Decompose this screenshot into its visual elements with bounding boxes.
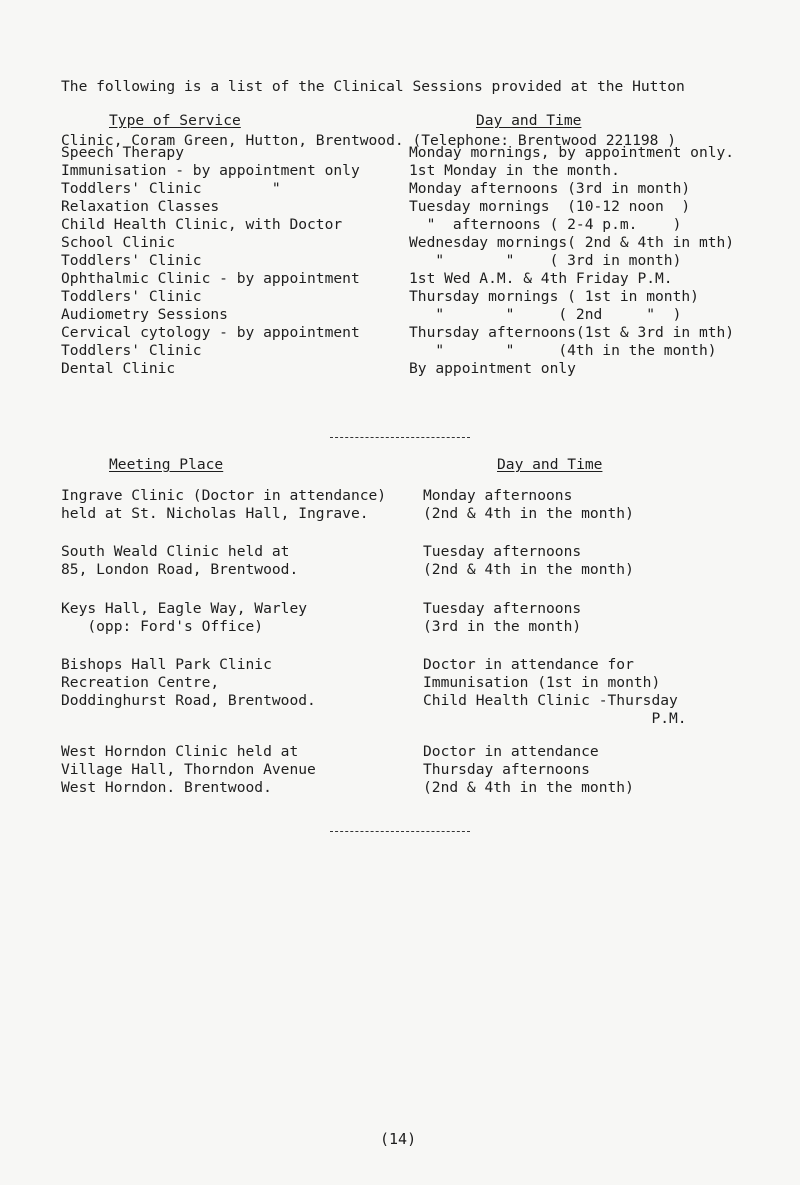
place-line: West Horndon Clinic held at — [61, 743, 299, 760]
type-of-service-heading: Type of Service — [109, 112, 241, 129]
meeting-place — [61, 600, 307, 636]
meeting-time — [423, 656, 687, 728]
time-item: Tuesday mornings (10-12 noon ) — [409, 198, 691, 215]
service-item: Toddlers' Clinic — [61, 252, 202, 269]
place-line: Bishops Hall Park Clinic — [61, 656, 272, 673]
place-line: West Horndon. Brentwood. — [61, 779, 272, 796]
time-item: Thursday mornings ( 1st in month) — [409, 288, 699, 305]
place-line: South Weald Clinic held at — [61, 543, 290, 560]
service-item: Relaxation Classes — [61, 198, 220, 215]
intro-line-2: Clinic, Coram Green, Hutton, Brentwood. (Telephone: Brentwood 221198 ) — [61, 132, 677, 149]
meeting-place — [61, 543, 298, 579]
service-item: Immunisation - by appointment only — [61, 162, 360, 179]
time-item: " afternoons ( 2-4 p.m. ) — [409, 216, 682, 233]
time-line: (3rd in the month) — [423, 618, 582, 635]
service-item: Cervical cytology - by appointment — [61, 324, 360, 341]
time-line: P.M. — [423, 710, 687, 727]
time-item: 1st Monday in the month. — [409, 162, 620, 179]
time-item: 1st Wed A.M. & 4th Friday P.M. — [409, 270, 673, 287]
service-item: Child Health Clinic, with Doctor — [61, 216, 343, 233]
time-item: " " (4th in the month) — [409, 342, 717, 359]
time-line: Monday afternoons — [423, 487, 573, 504]
services-list — [61, 144, 360, 378]
meeting-place — [61, 487, 386, 523]
place-line: (opp: Ford's Office) — [61, 618, 264, 635]
time-item: By appointment only — [409, 360, 576, 377]
service-item: Ophthalmic Clinic - by appointment — [61, 270, 360, 287]
day-and-time-heading: Day and Time — [476, 112, 582, 129]
place-line: Ingrave Clinic (Doctor in attendance) — [61, 487, 387, 504]
time-line: Doctor in attendance — [423, 743, 599, 760]
time-line: Thursday afternoons — [423, 761, 590, 778]
page-number: (14) — [380, 1130, 417, 1148]
place-line: Recreation Centre, — [61, 674, 220, 691]
place-line: Village Hall, Thorndon Avenue — [61, 761, 316, 778]
meeting-time — [423, 487, 634, 523]
meeting-place — [61, 656, 316, 710]
place-line: Doddinghurst Road, Brentwood. — [61, 692, 316, 709]
service-item: Dental Clinic — [61, 360, 176, 377]
time-line: (2nd & 4th in the month) — [423, 779, 634, 796]
section-divider — [330, 437, 470, 438]
place-line: held at St. Nicholas Hall, Ingrave. — [61, 505, 369, 522]
service-item: Toddlers' Clinic " — [61, 180, 281, 197]
time-line: Immunisation (1st in month) — [423, 674, 661, 691]
intro-line-1: The following is a list of the Clinical Sessions provided at the Hutton — [61, 78, 685, 95]
meeting-place — [61, 743, 316, 797]
day-and-time-heading: Day and Time — [497, 456, 603, 473]
times-list — [409, 144, 734, 378]
service-item: School Clinic — [61, 234, 176, 251]
time-item: " " ( 3rd in month) — [409, 252, 682, 269]
time-line: Tuesday afternoons — [423, 543, 582, 560]
service-item: Toddlers' Clinic — [61, 288, 202, 305]
service-item: Audiometry Sessions — [61, 306, 228, 323]
meeting-time — [423, 543, 634, 579]
time-item: " " ( 2nd " ) — [409, 306, 682, 323]
section-divider — [330, 831, 470, 832]
time-line: Tuesday afternoons — [423, 600, 582, 617]
time-item: Wednesday mornings( 2nd & 4th in mth) — [409, 234, 735, 251]
service-item: Speech Therapy — [61, 144, 185, 161]
place-line: 85, London Road, Brentwood. — [61, 561, 299, 578]
place-line: Keys Hall, Eagle Way, Warley — [61, 600, 308, 617]
meeting-time — [423, 600, 581, 636]
time-item: Monday afternoons (3rd in month) — [409, 180, 691, 197]
time-line: (2nd & 4th in the month) — [423, 505, 634, 522]
time-item: Monday mornings, by appointment only. — [409, 144, 735, 161]
time-line: Doctor in attendance for — [423, 656, 634, 673]
time-item: Thursday afternoons(1st & 3rd in mth) — [409, 324, 735, 341]
time-line: Child Health Clinic -Thursday — [423, 692, 678, 709]
time-line: (2nd & 4th in the month) — [423, 561, 634, 578]
service-item: Toddlers' Clinic — [61, 342, 202, 359]
meeting-time — [423, 743, 634, 797]
meeting-place-heading: Meeting Place — [109, 456, 224, 473]
